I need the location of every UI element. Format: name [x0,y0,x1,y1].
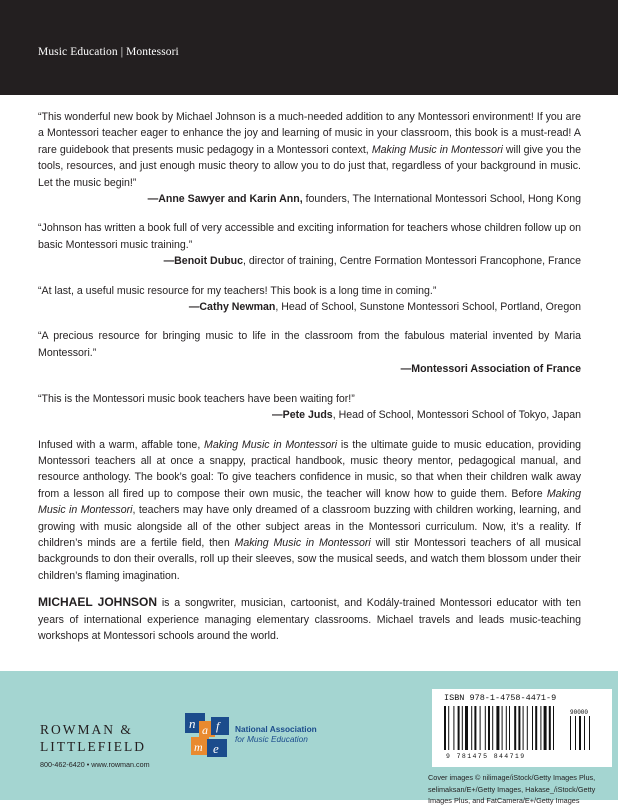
barcode-bar [549,706,551,750]
barcode-bar [485,706,486,750]
barcode-bar [544,706,547,750]
barcode-bar [509,706,510,750]
barcode-bar [480,706,481,750]
barcode-bar [518,706,520,750]
barcode-bar [474,706,476,750]
quote-attribution: —Montessori Association of France [400,363,581,376]
barcode-bar [540,706,541,750]
category-label: Music Education | Montessori [38,46,179,58]
barcode-addon-bar [584,716,585,750]
svg-text:m: m [194,740,203,754]
author-bio: MICHAEL JOHNSON is a songwriter, musician, cartoonist, and Kodály-trained Montessori educator with ten years of international experience managing elementary classrooms. Michael travels and leads music-teaching workshops at Montessori schools around the world. [38,595,581,642]
barcode-bar [506,706,507,750]
barcode-bar [514,706,516,750]
quote-attribution: —Cathy Newman, Head of School, Sunstone Montessori School, Portland, Oregon [188,301,581,314]
barcode-bar [465,706,468,750]
barcode-bar [453,706,454,750]
back-cover-text [38,109,581,644]
endorsement-quote [38,109,581,207]
quote-text: “This is the Montessori music book teachers have been waiting for!” [38,392,355,405]
barcode-bar [532,706,533,750]
barcode-bar [496,706,499,750]
quote-text: “At last, a useful music resource for my teachers! This book is a long time in coming.” [38,284,437,297]
barcode-bar [502,706,503,750]
quote-text: “This wonderful new book by Michael Johnson is a much-needed addition to any Montessori environment! If you are a Montessori teacher eager to enhance the joy and learning of music in your classroom, this book is a must-read! A rare guidebook that presents music pedagogy in a Montessori context, Making Music in Montessori will give you the tools, resources, and just enough music theory to allow you to do just that, regardless of your background in music. Let the music begin!” [38,111,582,189]
barcode-bar [553,706,554,750]
barcode-bar [448,706,449,750]
quote-attribution: —Anne Sawyer and Karin Ann, founders, The International Montessori School, Hong Kong [147,193,581,206]
barcode-digits: 9 781475 844719 [446,753,526,760]
barcode-bar [535,706,537,750]
endorsement-quote [38,391,581,424]
endorsement-quote [38,220,581,269]
barcode-bar [488,706,490,750]
barcode-addon: 90000 [570,709,589,716]
endorsement-quote [38,328,581,377]
svg-text:e: e [213,741,219,756]
barcode-bar [523,706,524,750]
barcode-panel [432,689,612,767]
barcode-icon [442,706,602,752]
barcode-bar [492,706,493,750]
book-description: Infused with a warm, affable tone, Making Music in Montessori is the ultimate guide to music education, providing Montessori teachers all at once a snappy, practical handbook, music theory mentor, pedagogical manual, and resource anthology. The book’s goal: To give teachers confidence in music, so that when their children walk away from a lesson all fired up to compose their own music, the teacher will know how to guide them. Before Making Music in Montessori, teachers may have only dreamed of a classroom buzzing with children working, learning, and growing with music alongside all of the other subject areas in the Montessori curriculum. Now, it’s a reality. If children’s minds are a fertile field, then Making Music in Montessori will stir Montessori teachers of all musical backgrounds to don their overalls, roll up their sleeves, sow the musical seeds, and watch them blossom under their children’s flaming imagination. [38,438,581,582]
svg-text:n: n [189,716,196,731]
isbn-label: ISBN 978-1-4758-4471-9 [444,693,557,703]
quote-text: “A precious resource for bringing music to life in the classroom from the fabulous material invented by Maria Montessori.” [38,330,581,359]
barcode-bar [458,706,460,750]
endorsement-quote [38,283,581,316]
nafme-logo-icon [185,713,231,759]
barcode-addon-bar [589,716,590,750]
publisher-contact: 800-462-6420 • www.rowman.com [40,760,150,769]
barcode-addon-bar [575,716,576,750]
barcode-bar [471,706,472,750]
barcode-bar [444,706,446,750]
nafme-name: National Association for Music Education [235,724,317,744]
cover-image-credits: Cover images © nilimage/iStock/Getty Images Plus, selimaksan/E+/Getty Images, Hakase_/iStock/Getty Images Plus, and FatCamera/E+/Getty Images [428,773,596,805]
barcode-addon-bar [579,716,581,750]
svg-text:a: a [202,723,208,737]
barcode-addon-bar [570,716,571,750]
svg-text:f: f [216,719,220,733]
quote-text: “Johnson has written a book full of very accessible and exciting information for teachers whose children follow up on basic Montessori music training.” [38,222,581,251]
quote-attribution: —Pete Juds, Head of School, Montessori School of Tokyo, Japan [272,409,581,422]
quote-attribution: —Benoit Dubuc, director of training, Centre Formation Montessori Francophone, France [163,255,581,268]
barcode-bar [527,706,528,750]
header-band [0,0,618,95]
author-name: MICHAEL JOHNSON [38,595,157,610]
publisher-logo: ROWMAN & LITTLEFIELD [40,722,146,754]
barcode-bar [462,706,463,750]
